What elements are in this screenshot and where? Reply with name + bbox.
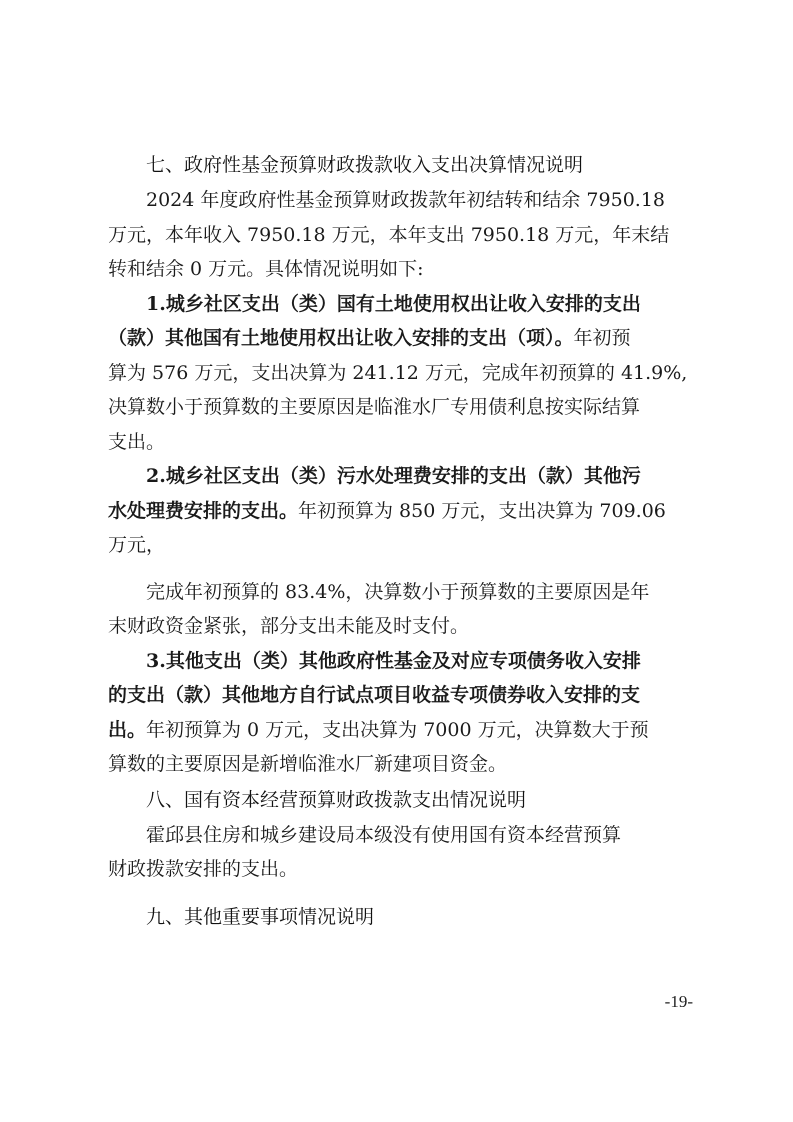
text-line: 2.城乡社区支出（类）污水处理费安排的支出（款）其他污 bbox=[146, 465, 641, 487]
text-line: 的支出（款）其他地方自行试点项目收益专项债券收入安排的支 bbox=[108, 684, 641, 706]
section7-item-1 bbox=[108, 287, 693, 460]
text-line: 决算数小于预算数的主要原因是临淮水厂专用债利息按实际结算 bbox=[108, 396, 641, 418]
text-line: 万元， bbox=[108, 534, 166, 556]
text-line: 转和结余 0 万元。具体情况说明如下: bbox=[108, 258, 424, 280]
text-line: 3.其他支出（类）其他政府性基金及对应专项债务收入安排 bbox=[146, 649, 641, 672]
section7-item-2 bbox=[108, 459, 693, 563]
text-line: 算为 576 万元，支出决算为 241.12 万元，完成年初预算的 41.9%, bbox=[108, 361, 688, 384]
section7-item-3 bbox=[108, 644, 693, 782]
text-line: 2024 年度政府性基金预算财政拨款年初结转和结余 7950.18 bbox=[146, 189, 666, 211]
text-span: 年初预算为 850 万元，支出决算为 709.06 bbox=[298, 499, 666, 522]
text-line: 1.城乡社区支出（类）国有土地使用权出让收入安排的支出 bbox=[146, 292, 641, 315]
text-line: 末财政资金紧张，部分支出未能及时支付。 bbox=[108, 615, 470, 637]
bold-text: （款）其他国有土地使用权出让收入安排的支出（项）。 bbox=[108, 327, 574, 349]
section7-intro bbox=[108, 183, 693, 287]
text-line: 完成年初预算的 83.4%，决算数小于预算数的主要原因是年 bbox=[146, 580, 650, 603]
text-span: 年初预 bbox=[573, 327, 631, 349]
text-line bbox=[108, 494, 693, 529]
section-heading-9: 九、其他重要事项情况说明 bbox=[146, 905, 375, 928]
paragraph-gap bbox=[108, 563, 693, 575]
page-number: -19- bbox=[664, 992, 693, 1011]
section-heading-8: 八、国有资本经营预算财政拨款支出情况说明 bbox=[146, 788, 527, 811]
text-line: 万元，本年收入 7950.18 万元，本年支出 7950.18 万元，年末结 bbox=[108, 223, 670, 246]
text-line: 财政拨款安排的支出。 bbox=[108, 858, 299, 880]
text-line: 支出。 bbox=[108, 430, 166, 453]
section-heading-7: 七、政府性基金预算财政拨款收入支出决算情况说明 bbox=[146, 154, 584, 176]
text-line bbox=[108, 713, 693, 748]
text-span: 年初预算为 0 万元，支出决算为 7000 万元，决算数大于预 bbox=[146, 718, 649, 741]
text-line: 算数的主要原因是新增临淮水厂新建项目资金。 bbox=[108, 753, 508, 775]
bold-text: 出。 bbox=[108, 718, 147, 741]
section7-item-2-continued bbox=[108, 575, 693, 644]
text-line: 霍邱县住房和城乡建设局本级没有使用国有资本经营预算 bbox=[146, 823, 622, 846]
paragraph-gap bbox=[108, 887, 693, 899]
bold-text: 水处理费安排的支出。 bbox=[108, 499, 299, 522]
section8-body bbox=[108, 818, 693, 887]
text-line bbox=[108, 321, 693, 356]
document-body bbox=[108, 147, 693, 935]
